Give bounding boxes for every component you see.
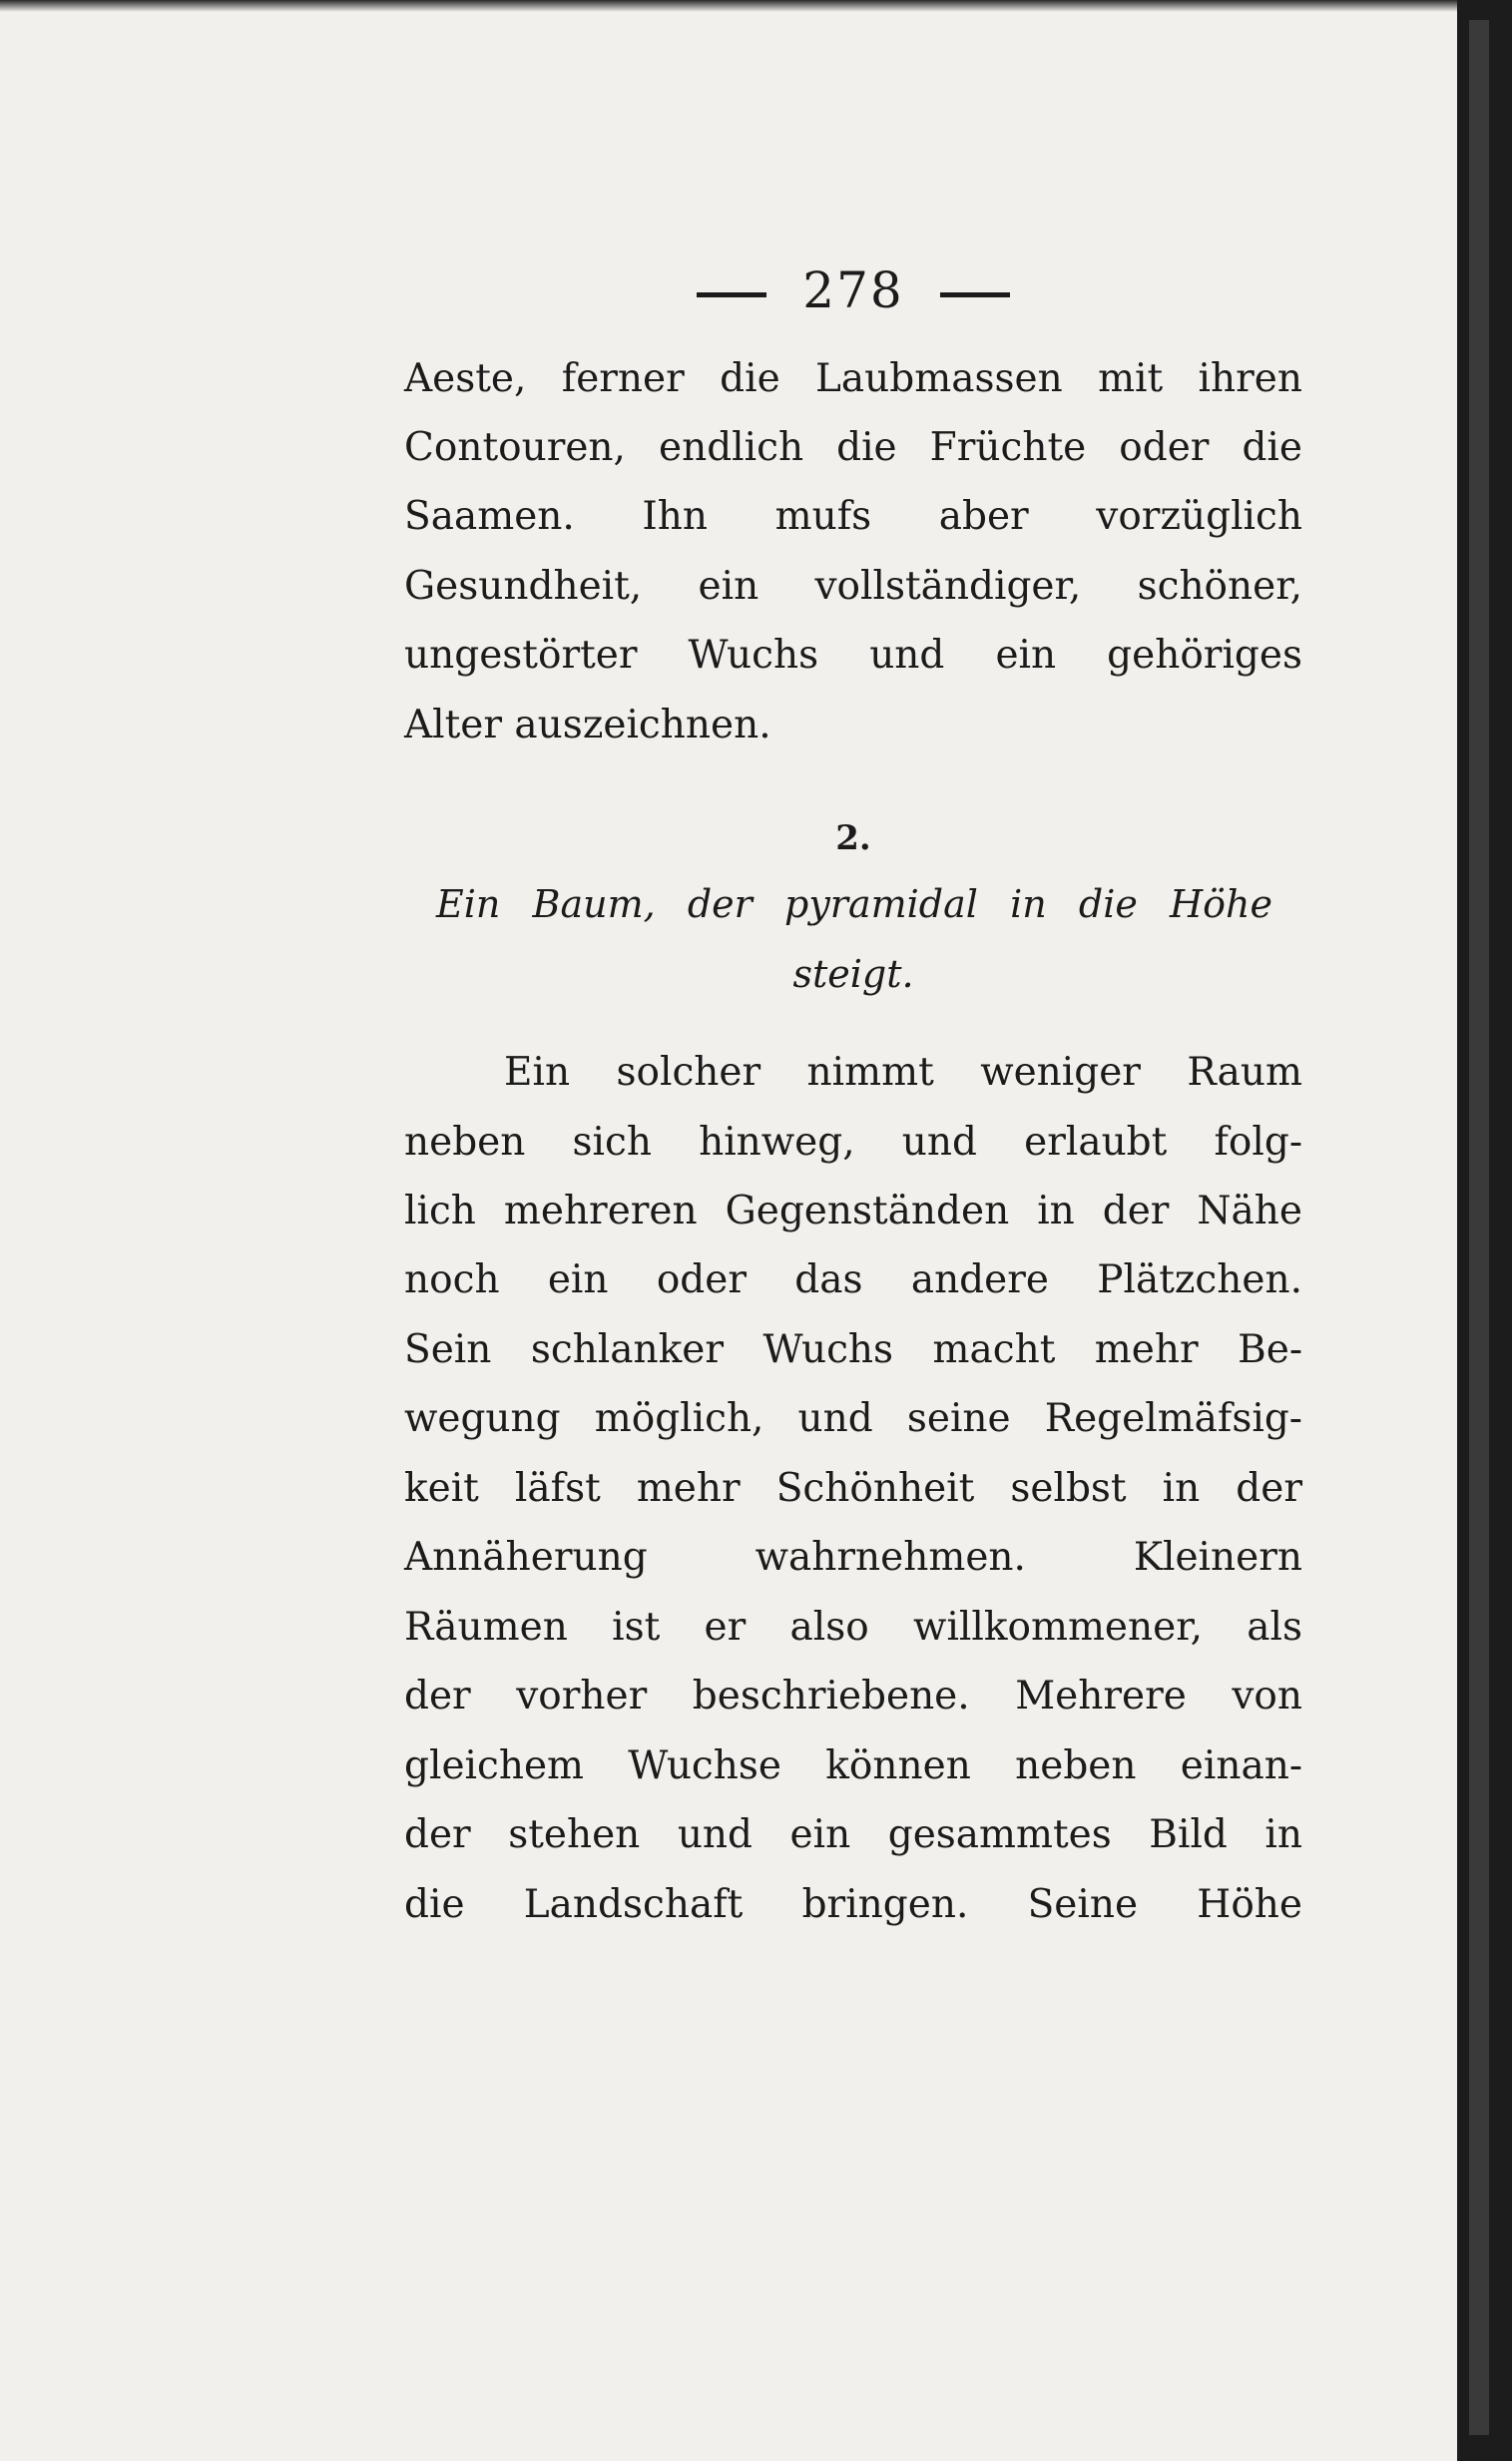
text-line: der vorher beschriebene. Mehrere von: [404, 1674, 1302, 1719]
text-line: die Landschaft bringen. Seine Höhe: [404, 1882, 1302, 1927]
page-header: [404, 261, 1302, 319]
section-number: 2.: [835, 818, 871, 858]
text-line: Saamen. Ihn mufs aber vorzüglich: [404, 494, 1302, 539]
text-line: der stehen und ein gesammtes Bild in: [404, 1812, 1302, 1857]
text-line: gleichem Wuchse können neben einan-: [404, 1743, 1302, 1788]
text-line: Räumen ist er also willkommener, als: [404, 1605, 1302, 1650]
text-line: neben sich hinweg, und erlaubt folg-: [404, 1120, 1302, 1165]
text-line: Contouren, endlich die Früchte oder die: [404, 425, 1302, 470]
header-dash-left: [697, 292, 766, 297]
text-line: Gesundheit, ein vollständiger, schöner,: [404, 564, 1302, 609]
text-line: Alter auszeichnen.: [404, 703, 771, 747]
section-heading: Ein Baum, der pyramidal in die Höhe: [436, 882, 1272, 926]
page-shadow: [0, 0, 1457, 12]
text-line: Ein solcher nimmt weniger Raum: [504, 1050, 1302, 1095]
page-number: 278: [802, 261, 904, 319]
section-heading-continued: steigt.: [792, 952, 914, 996]
text-line: ungestörter Wuchs und ein gehöriges: [404, 633, 1302, 678]
text-line: Sein schlanker Wuchs macht mehr Be-: [404, 1327, 1302, 1372]
text-line: keit läfst mehr Schönheit selbst in der: [404, 1466, 1302, 1511]
next-page-edge: [1469, 20, 1489, 2435]
text-line: lich mehreren Gegenständen in der Nähe: [404, 1189, 1302, 1233]
text-line: noch ein oder das andere Plätzchen.: [404, 1257, 1302, 1302]
text-line: Annäherung wahrnehmen. Kleinern: [404, 1535, 1302, 1580]
header-dash-right: [940, 292, 1010, 297]
text-line: wegung möglich, und seine Regelmäfsig-: [404, 1396, 1302, 1441]
text-line: Aeste, ferner die Laubmassen mit ihren: [404, 356, 1302, 401]
